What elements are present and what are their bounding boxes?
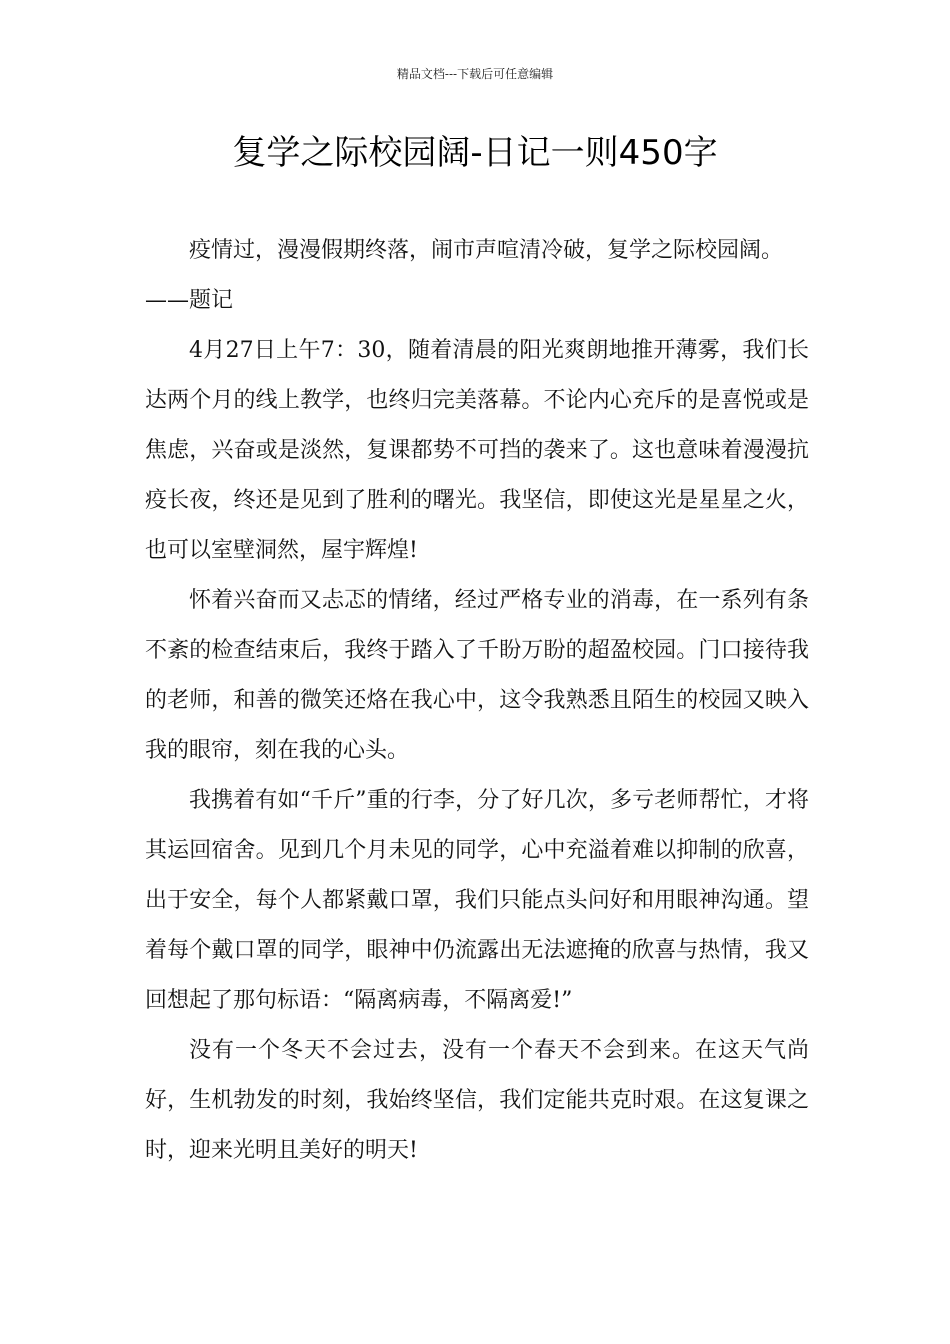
body-paragraph: 怀着兴奋而又忐忑的情绪，经过严格专业的消毒，在一系列有条不紊的检查结束后，我终于踏入了千盼万盼的超盈校园。门口接待我的老师，和善的微笑还烙在我心中，这令我熟悉且陌生的校园又映入我的眼帘，刻在我的心头。 xyxy=(145,588,809,763)
epigraph-signature: ——题记 xyxy=(145,288,234,313)
body-paragraph: 4月27日上午7：30，随着清晨的阳光爽朗地推开薄雾，我们长达两个月的线上教学，也终归完美落幕。不论内心充斥的是喜悦或是焦虑，兴奋或是淡然，复课都势不可挡的袭来了。这也意味着漫漫抗疫长夜，终还是见到了胜利的曙光。我坚信，即使这光是星星之火，也可以室壁洞然，屋宇辉煌! xyxy=(145,338,809,563)
document-body xyxy=(145,226,809,1176)
body-paragraph: 没有一个冬天不会过去，没有一个春天不会到来。在这天气尚好，生机勃发的时刻，我始终坚信，我们定能共克时艰。在这复课之时，迎来光明且美好的明天! xyxy=(145,1038,809,1163)
epigraph-paragraph: 疫情过，漫漫假期终落，闹市声喧清冷破，复学之际校园阔。 xyxy=(189,238,784,263)
body-paragraph: 我携着有如“千斤”重的行李，分了好几次，多亏老师帮忙，才将其运回宿舍。见到几个月未见的同学，心中充溢着难以抑制的欣喜，出于安全，每个人都紧戴口罩，我们只能点头问好和用眼神沟通。望着每个戴口罩的同学，眼神中仍流露出无法遮掩的欣喜与热情，我又回想起了那句标语：“隔离病毒，不隔离爱!” xyxy=(145,788,809,1013)
page-header: 精品文档---下载后可任意编辑 xyxy=(396,67,554,81)
document-title: 复学之际校园阔-日记一则450字 xyxy=(232,133,718,173)
